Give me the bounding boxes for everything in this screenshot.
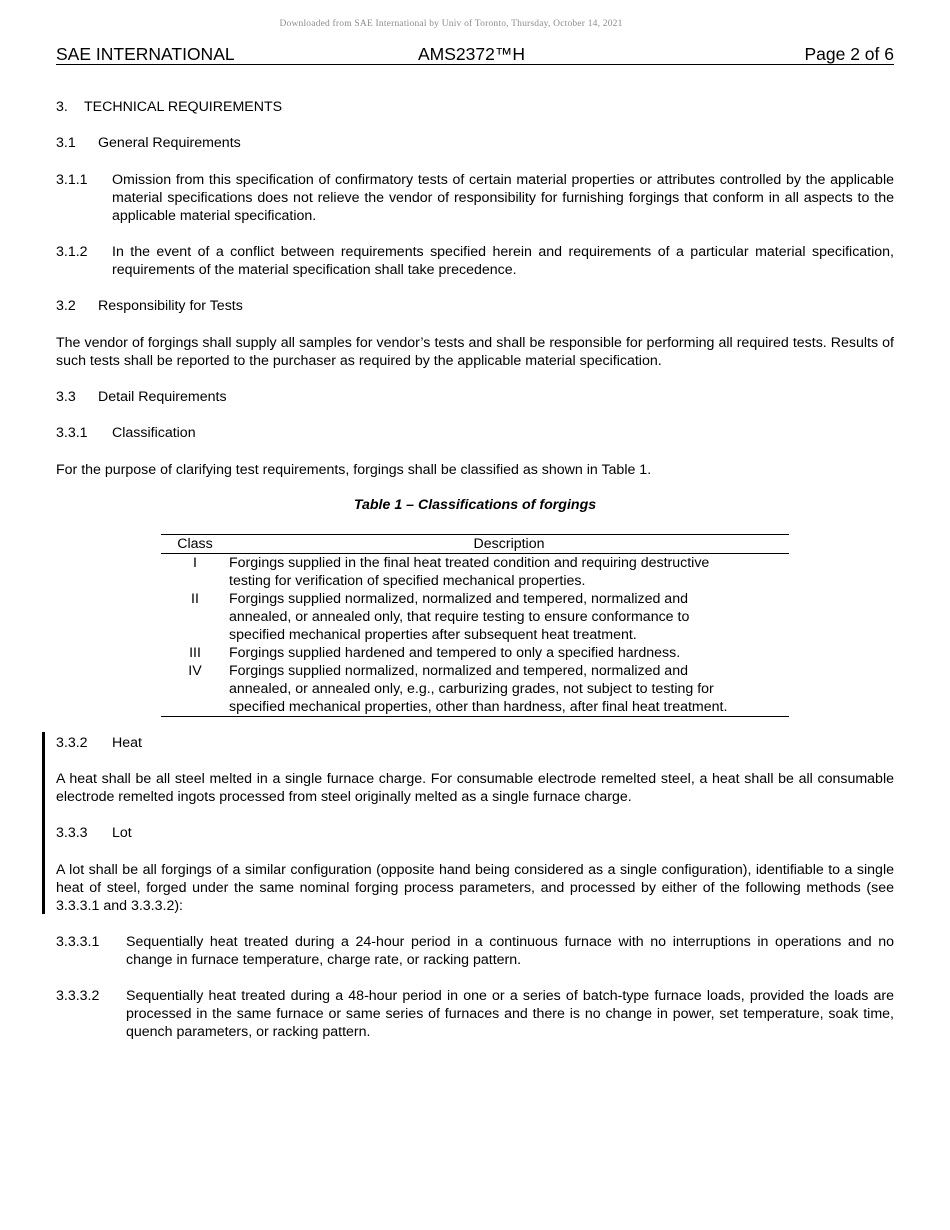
section-number: 3.1.2 bbox=[56, 244, 88, 260]
description-line: annealed, or annealed only, e.g., carburizing grades, not subject to testing for bbox=[229, 681, 714, 697]
section-title: TECHNICAL REQUIREMENTS bbox=[84, 99, 283, 115]
page-header bbox=[56, 44, 894, 65]
class-cell: I bbox=[193, 555, 197, 571]
section-3-1-2 bbox=[56, 243, 894, 279]
section-number: 3.3.3 bbox=[56, 825, 88, 841]
section-number: 3.3 bbox=[56, 389, 76, 405]
table-row bbox=[161, 554, 789, 591]
section-3-heading bbox=[56, 98, 282, 116]
section-number: 3.1.1 bbox=[56, 172, 88, 188]
table-row bbox=[161, 590, 789, 644]
section-3-3-1-paragraph: For the purpose of clarifying test requirements, forgings shall be classified as shown in Table 1. bbox=[56, 462, 652, 478]
table-row bbox=[161, 662, 789, 717]
section-number: 3.3.3.1 bbox=[56, 934, 100, 950]
section-number: 3.2 bbox=[56, 298, 76, 314]
description-cell bbox=[229, 554, 789, 591]
header-page-number: Page 2 of 6 bbox=[804, 44, 894, 64]
section-3-1-heading bbox=[56, 134, 241, 152]
description-line: Forgings supplied in the final heat treated condition and requiring destructive bbox=[229, 555, 710, 571]
class-cell: II bbox=[191, 591, 199, 607]
section-number: 3.3.3.2 bbox=[56, 988, 100, 1004]
section-3-2-heading bbox=[56, 297, 243, 315]
table-row bbox=[161, 644, 789, 662]
section-text: Sequentially heat treated during a 24-hour period in a continuous furnace with no interruptions in operations and no change in furnace temperature, charge rate, or racking pattern. bbox=[126, 934, 894, 968]
section-3-3-3-2 bbox=[56, 987, 894, 1041]
section-3-3-3-heading bbox=[56, 824, 132, 842]
section-3-1-1 bbox=[56, 171, 894, 225]
revision-change-bar bbox=[42, 732, 45, 914]
description-line: testing for verification of specified mechanical properties. bbox=[229, 573, 586, 589]
description-cell bbox=[229, 644, 789, 662]
description-line: Forgings supplied normalized, normalized and tempered, normalized and bbox=[229, 663, 688, 679]
table-1-classifications bbox=[161, 534, 789, 717]
section-text: In the event of a conflict between requirements specified herein and requirements of a particular material specification, requirements of the material specification shall take precedence. bbox=[112, 244, 894, 278]
download-watermark: Downloaded from SAE International by Univ of Toronto, Thursday, October 14, 2021 bbox=[279, 19, 623, 29]
table-header-class: Class bbox=[161, 535, 229, 554]
header-organization: SAE INTERNATIONAL bbox=[56, 44, 235, 64]
section-title: General Requirements bbox=[98, 135, 241, 151]
description-line: specified mechanical properties after subsequent heat treatment. bbox=[229, 627, 637, 643]
class-cell: IV bbox=[161, 662, 229, 717]
section-title: Heat bbox=[112, 735, 142, 751]
header-document-number: AMS2372™H bbox=[418, 44, 525, 64]
table-1-caption: Table 1 – Classifications of forgings bbox=[353, 497, 597, 513]
section-3-3-heading bbox=[56, 388, 227, 406]
section-text: Omission from this specification of confirmatory tests of certain material properties or attributes controlled by the applicable material specifications does not relieve the vendor of responsibility for furnishing forgings that conform in all aspects to the applicable material specification. bbox=[112, 172, 894, 224]
section-3-3-2-paragraph: A heat shall be all steel melted in a single furnace charge. For consumable electrode remelted steel, a heat shall be all consumable electrode remelted ingots processed from steel originally melted as a single furnace charge. bbox=[56, 771, 894, 805]
section-3-3-3-paragraph: A lot shall be all forgings of a similar configuration (opposite hand being considered as a single configuration), identifiable to a single heat of steel, forged under the same nominal forging process parameters, and processed by either of the following methods (see 3.3.3.1 and 3.3.3.2): bbox=[56, 862, 894, 914]
class-cell: III bbox=[189, 645, 201, 661]
section-number: 3.3.2 bbox=[56, 735, 88, 751]
section-title: Detail Requirements bbox=[98, 389, 227, 405]
section-title: Classification bbox=[112, 425, 196, 441]
description-line: specified mechanical properties, other than hardness, after final heat treatment. bbox=[229, 699, 728, 715]
description-line: Forgings supplied normalized, normalized and tempered, normalized and bbox=[229, 591, 688, 607]
description-cell bbox=[229, 590, 789, 644]
description-line: annealed, or annealed only, that require testing to ensure conformance to bbox=[229, 609, 690, 625]
description-line: Forgings supplied hardened and tempered to only a specified hardness. bbox=[229, 645, 681, 661]
section-title: Responsibility for Tests bbox=[98, 298, 243, 314]
section-3-2-paragraph: The vendor of forgings shall supply all samples for vendor’s tests and shall be responsible for performing all required tests. Results of such tests shall be reported to the purchaser as required by the applicable material specification. bbox=[56, 335, 894, 369]
section-title: Lot bbox=[112, 825, 132, 841]
section-3-3-3-1 bbox=[56, 933, 894, 969]
section-number: 3.3.1 bbox=[56, 425, 88, 441]
section-text: Sequentially heat treated during a 48-hour period in one or a series of batch-type furnace loads, provided the loads are processed in the same furnace or same series of furnaces and there is no change in power, set temperature, soak time, quench parameters, or racking pattern. bbox=[126, 988, 894, 1040]
section-number: 3.1 bbox=[56, 135, 76, 151]
table-header-description: Description bbox=[229, 535, 789, 554]
description-cell bbox=[229, 662, 789, 717]
section-number: 3. bbox=[56, 99, 68, 115]
section-3-3-1-heading bbox=[56, 424, 196, 442]
section-3-3-2-heading bbox=[56, 734, 142, 752]
